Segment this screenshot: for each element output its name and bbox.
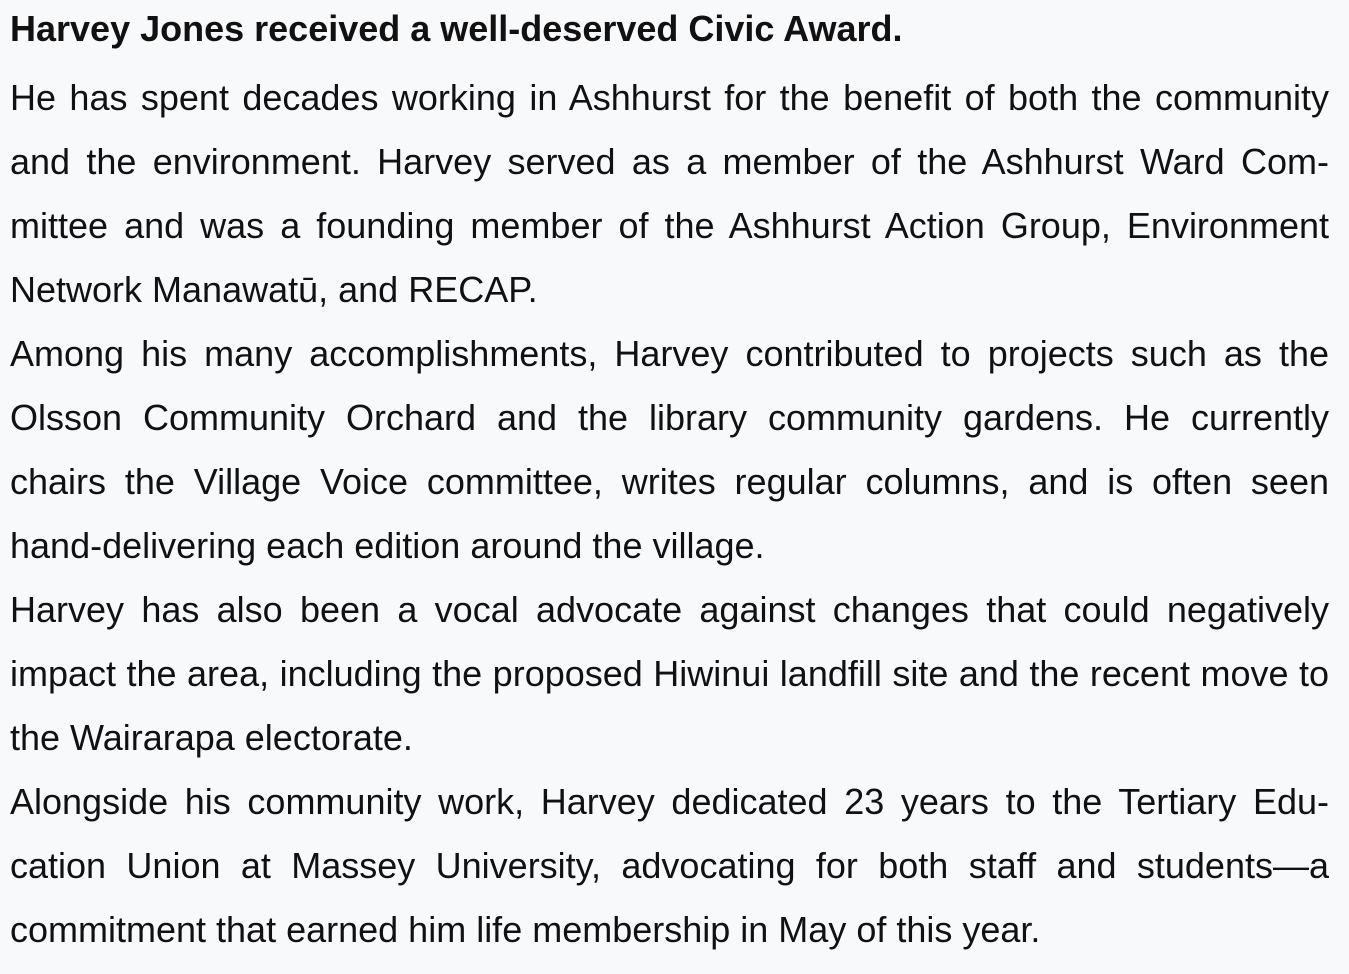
article-headline: Harvey Jones received a well-deserved Civic Award. — [10, 8, 903, 49]
paragraph-accomplishments: Among his many accomplishments, Harvey contributed to projects such as the Olsson Community Orchard and the library community gardens. He currently chairs the Village Voice committee, writes regular columns, and is often seen hand-delivering each edition around the village. — [10, 333, 1329, 566]
paragraph-advocacy: Harvey has also been a vocal advocate against changes that could negatively impact the area, including the proposed Hiwinui landfill site and the recent move to the Wairarapa electorate. — [10, 589, 1329, 758]
paragraph-community-work: He has spent decades working in Ashhurst for the benefit of both the community and the environment. Harvey served as a member of the Ashhurst Ward Committee and was a founding member of the Ashhurst Action Group, Environment Network Manawatū, and RECAP. — [10, 77, 1329, 310]
paragraph-union-work: Alongside his community work, Harvey dedicated 23 years to the Tertiary Education Union at Massey University, advocating for both staff and students—a commitment that earned him life membership in May of this year. — [10, 781, 1329, 950]
